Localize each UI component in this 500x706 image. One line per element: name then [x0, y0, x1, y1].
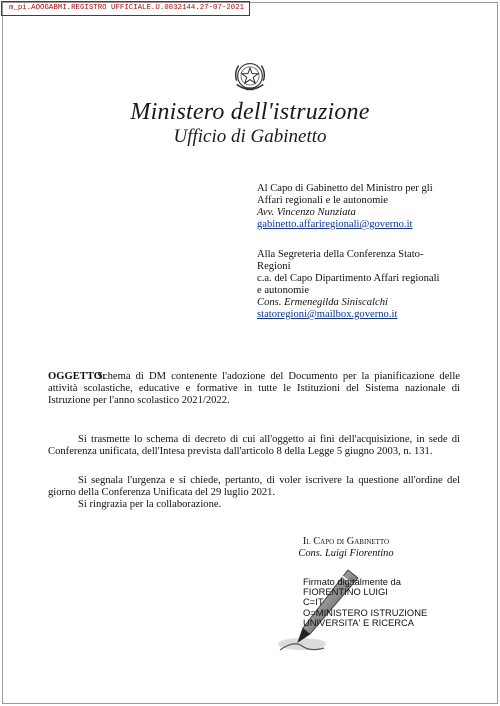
- subject-label: OGGETTO:: [48, 371, 106, 382]
- subject-block: [48, 371, 460, 407]
- body-paragraph-1: Si trasmette lo schema di decreto di cui all'oggetto ai fini dell'acquisizione, in sede di Conferenza unificata, dell'Intesa prevista dall'articolo 8 della Legge 5 giugno 2003, n. 131.: [48, 434, 460, 457]
- recipient-line: e autonomie: [257, 285, 310, 296]
- recipient-block-2: [257, 249, 479, 321]
- digital-signature-line: C=IT: [303, 596, 324, 608]
- digital-signature-line: UNIVERSITA' E RICERCA: [303, 616, 415, 628]
- recipient-line: Alla Segreteria della Conferenza Stato-: [257, 249, 424, 260]
- ministry-name: Ministero dell'istruzione: [130, 99, 370, 125]
- body-paragraph-3: Si ringrazia per la collaborazione.: [78, 499, 222, 510]
- office-name: Ufficio di Gabinetto: [173, 126, 327, 147]
- digital-signature-line: FIORENTINO LUIGI: [303, 586, 388, 598]
- body-paragraph-2: Si segnala l'urgenza e si chiede, pertanto, di voler iscrivere la questione all'ordine del giorno della Conferenza Unificata del 29 luglio 2021.: [48, 475, 460, 498]
- signer-title: Il Capo di Gabinetto: [302, 536, 390, 547]
- signer-name: Cons. Luigi Fiorentino: [298, 548, 394, 559]
- digital-signature-text: [303, 577, 427, 628]
- recipient-line: Regioni: [257, 261, 291, 272]
- digital-signature-line: Firmato digitalmente da: [303, 576, 401, 587]
- recipient-email-link[interactable]: statoregioni@mailbox.governo.it: [257, 309, 398, 320]
- signature-block: [285, 536, 407, 560]
- subject-text: Schema di DM contenente l'adozione del Documento per la pianificazione delle attività scolastiche, educative e formative in tutte le Istituzioni del Sistema nazionale di Istruzione per l'anno scolastico 2021/2022.: [48, 371, 460, 406]
- recipient-name: Avv. Vincenzo Nunziata: [257, 207, 356, 218]
- body-paragraph-2-wrap: [48, 475, 460, 499]
- republic-emblem-icon: [231, 56, 269, 94]
- recipient-line: Affari regionali e le autonomie: [257, 195, 388, 206]
- recipient-email-link[interactable]: gabinetto.affariregionali@governo.it: [257, 219, 413, 230]
- recipient-block-1: [257, 183, 479, 231]
- recipient-line: Al Capo di Gabinetto del Ministro per gli: [257, 183, 433, 194]
- recipient-name: Cons. Ermenegilda Siniscalchi: [257, 297, 388, 308]
- digital-signature-line: O=MINISTERO ISTRUZIONE: [303, 606, 428, 618]
- protocol-stamp: m_pi.AOOGABMI.REGISTRO UFFICIALE.U.0032144.27-07-2021: [1, 1, 250, 16]
- recipient-line: c.a. del Capo Dipartimento Affari regionali: [257, 273, 440, 284]
